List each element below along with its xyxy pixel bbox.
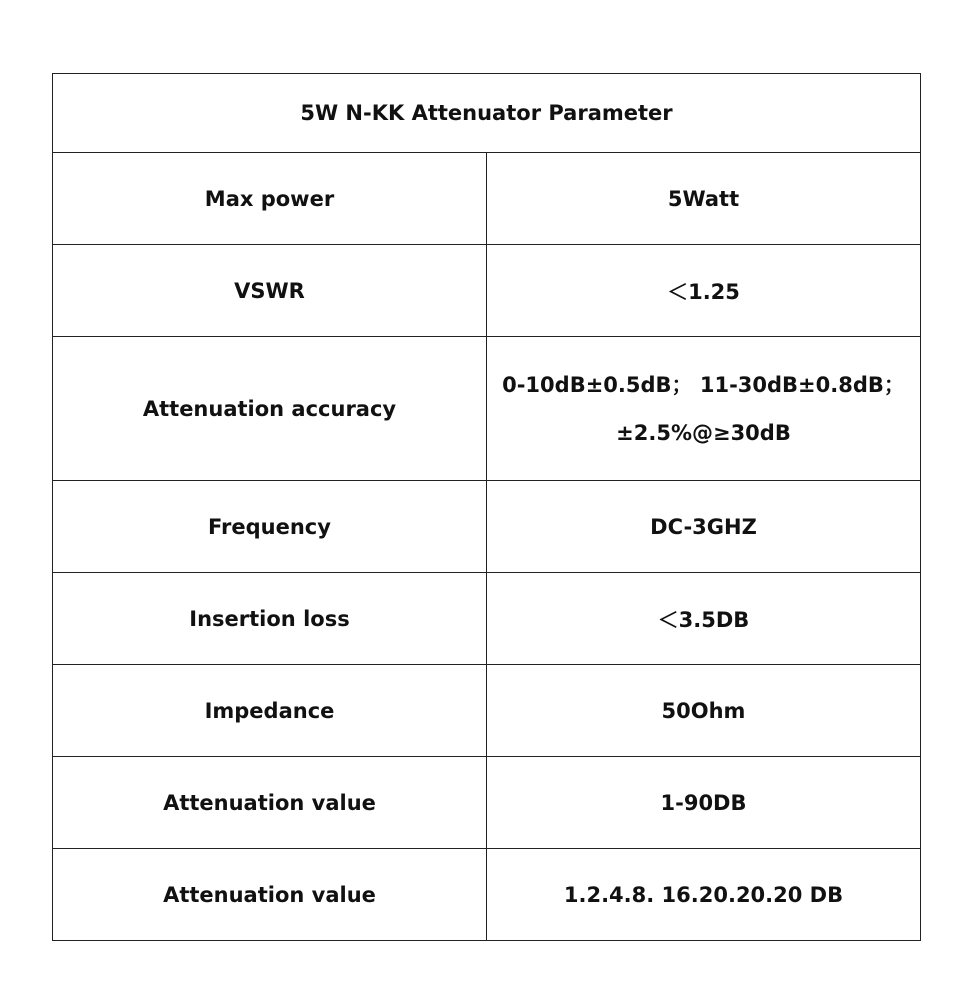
parameter-label: Insertion loss: [53, 573, 487, 665]
attenuator-parameter-table: [52, 73, 921, 941]
parameter-label: Attenuation accuracy: [53, 337, 487, 481]
parameter-label: Attenuation value: [53, 757, 487, 849]
table-title-row: [53, 74, 921, 153]
parameter-value: ＜3.5DB: [487, 573, 921, 665]
table-row: [53, 757, 921, 849]
parameter-value: 50Ohm: [487, 665, 921, 757]
table-row: [53, 153, 921, 245]
table-row: [53, 337, 921, 481]
parameter-value: ＜1.25: [487, 245, 921, 337]
table-row: [53, 849, 921, 941]
parameter-value-line: ±2.5%@≥30dB: [616, 420, 791, 445]
parameter-value-line: 0-10dB±0.5dB； 11-30dB±0.8dB；: [502, 372, 905, 397]
table-row: [53, 481, 921, 573]
table-row: [53, 573, 921, 665]
parameter-value: [487, 337, 921, 481]
parameter-label: VSWR: [53, 245, 487, 337]
parameter-value: 1.2.4.8. 16.20.20.20 DB: [487, 849, 921, 941]
parameter-value: DC-3GHZ: [487, 481, 921, 573]
table-title: 5W N-KK Attenuator Parameter: [53, 74, 921, 153]
parameter-label: Attenuation value: [53, 849, 487, 941]
parameter-label: Frequency: [53, 481, 487, 573]
parameter-value: 1-90DB: [487, 757, 921, 849]
table-row: [53, 665, 921, 757]
parameter-label: Impedance: [53, 665, 487, 757]
parameter-value: 5Watt: [487, 153, 921, 245]
table-row: [53, 245, 921, 337]
parameter-label: Max power: [53, 153, 487, 245]
